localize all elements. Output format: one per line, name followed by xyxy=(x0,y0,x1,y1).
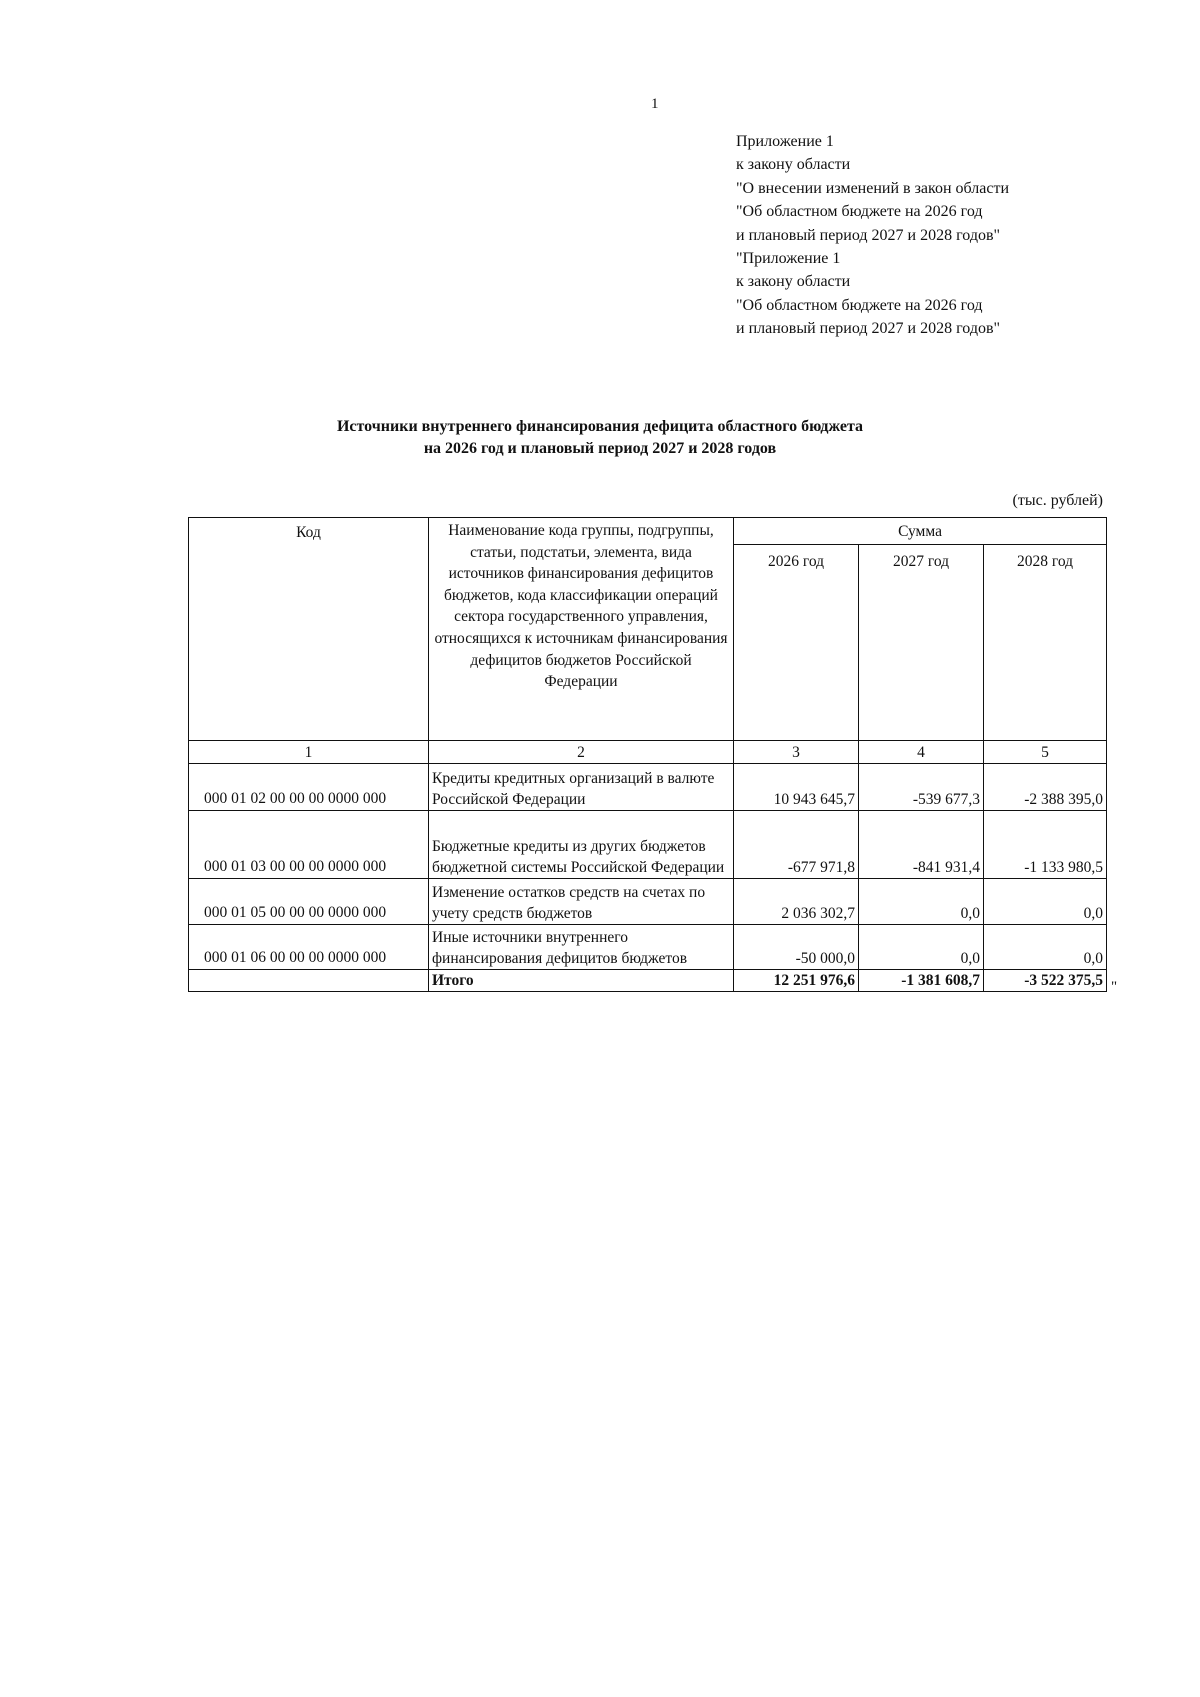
appendix-line: к закону области xyxy=(736,273,851,291)
appendix-line: "Об областном бюджете на 2026 год xyxy=(736,203,983,221)
total-value-2028: -3 522 375,5 xyxy=(984,970,1107,992)
row-name: Изменение остатков средств на счетах по учету средств бюджетов xyxy=(429,879,734,925)
closing-quote: " xyxy=(1111,979,1118,995)
title-line-2: на 2026 год и плановый период 2027 и 2028 годов xyxy=(423,440,777,457)
total-value-2026: 12 251 976,6 xyxy=(734,970,859,992)
row-name: Иные источники внутреннего финансирования дефицитов бюджетов xyxy=(429,925,734,970)
row-name: Бюджетные кредиты из других бюджетов бюджетной системы Российской Федерации xyxy=(429,811,734,879)
row-value-2027: 0,0 xyxy=(859,879,984,925)
header-code: Код xyxy=(189,518,429,741)
appendix-line: и плановый период 2027 и 2028 годов" xyxy=(736,226,1001,244)
row-value-2026: 2 036 302,7 xyxy=(734,879,859,925)
header-row xyxy=(189,518,1107,545)
column-number: 4 xyxy=(859,741,984,764)
column-number-row xyxy=(189,741,1107,764)
unit-label: (тыс. рублей) xyxy=(1012,492,1103,509)
row-value-2026: -50 000,0 xyxy=(734,925,859,970)
appendix-line: "Приложение 1 xyxy=(736,250,841,268)
budget-sources-table xyxy=(188,517,1107,992)
table-row xyxy=(189,811,1107,879)
column-number: 5 xyxy=(984,741,1107,764)
row-name: Кредиты кредитных организаций в валюте Российской Федерации xyxy=(429,764,734,811)
row-value-2028: -2 388 395,0 xyxy=(984,764,1107,811)
table-row xyxy=(189,925,1107,970)
title-line-1: Источники внутреннего финансирования дефицита областного бюджета xyxy=(336,418,864,435)
row-code: 000 01 02 00 00 00 0000 000 xyxy=(189,764,429,811)
header-name: Наименование кода группы, подгруппы, статьи, подстатьи, элемента, вида источников финансирования дефицитов бюджетов, кода классификации операций сектора государственного управления, относящихся к источникам финансирования дефицитов бюджетов Российской Федерации xyxy=(429,518,734,741)
header-year-2026: 2026 год xyxy=(734,545,859,741)
header-sum: Сумма xyxy=(734,518,1107,545)
row-value-2027: -841 931,4 xyxy=(859,811,984,879)
table-row xyxy=(189,764,1107,811)
column-number: 1 xyxy=(189,741,429,764)
row-value-2026: 10 943 645,7 xyxy=(734,764,859,811)
total-row xyxy=(189,970,1107,992)
row-code: 000 01 06 00 00 00 0000 000 xyxy=(189,925,429,970)
header-year-2028: 2028 год xyxy=(984,545,1107,741)
column-number: 2 xyxy=(429,741,734,764)
row-value-2028: 0,0 xyxy=(984,879,1107,925)
page-number: 1 xyxy=(651,96,659,112)
row-value-2027: 0,0 xyxy=(859,925,984,970)
row-value-2028: -1 133 980,5 xyxy=(984,811,1107,879)
appendix-block xyxy=(736,130,1009,341)
header-year-2027: 2027 год xyxy=(859,545,984,741)
appendix-line: "О внесении изменений в закон области xyxy=(736,179,1010,197)
appendix-line: "Об областном бюджете на 2026 год xyxy=(736,296,983,314)
appendix-line: и плановый период 2027 и 2028 годов" xyxy=(736,320,1001,338)
total-value-2027: -1 381 608,7 xyxy=(859,970,984,992)
document-title xyxy=(300,416,900,460)
row-code: 000 01 03 00 00 00 0000 000 xyxy=(189,811,429,879)
table-row xyxy=(189,879,1107,925)
total-code-empty xyxy=(189,970,429,992)
appendix-line: Приложение 1 xyxy=(736,133,834,150)
row-code: 000 01 05 00 00 00 0000 000 xyxy=(189,879,429,925)
row-value-2026: -677 971,8 xyxy=(734,811,859,879)
row-value-2027: -539 677,3 xyxy=(859,764,984,811)
column-number: 3 xyxy=(734,741,859,764)
appendix-line: к закону области xyxy=(736,156,851,174)
total-label: Итого xyxy=(429,970,734,992)
row-value-2028: 0,0 xyxy=(984,925,1107,970)
